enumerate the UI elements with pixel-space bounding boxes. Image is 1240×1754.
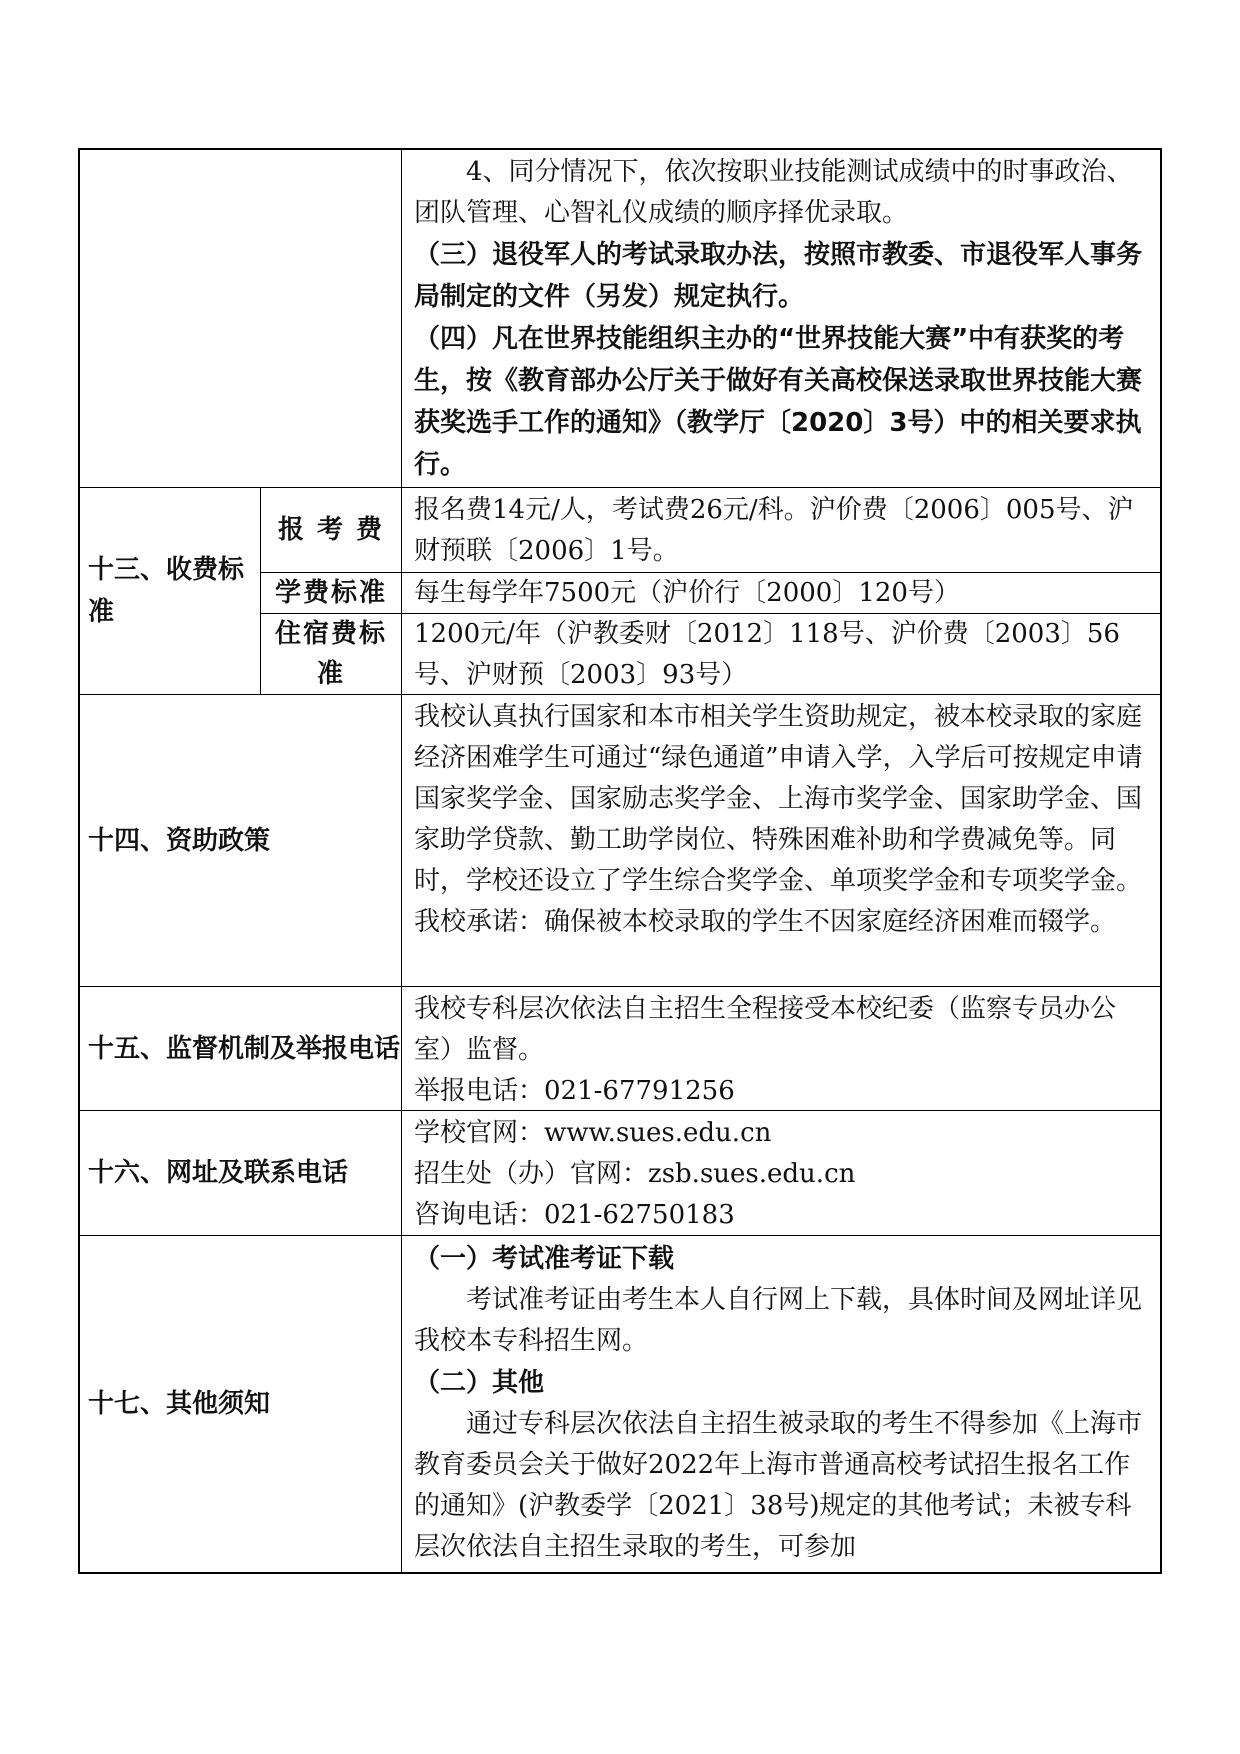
other-heading: （二）其他 [414,1368,545,1398]
dorm-fee-text: 1200元/年（沪教委财〔2012〕118号、沪价费〔2003〕56号、沪财预〔2003〕93号） [414,619,1120,690]
sub-label-tuition: 学费标准 [274,578,387,608]
admissions-table [78,148,1162,1574]
supervision-label: 十五、监督机制及举报电话 [88,1033,401,1064]
exam-fee-text: 报名费14元/人，考试费26元/科。沪价费〔2006〕005号、沪财预联〔2006〕1号。 [414,495,1134,566]
sub-label-exam-fee: 报 考 费 [277,515,385,545]
contact-text [402,1111,1160,1235]
other-notes-text: （一）考试准考证下载 考试准考证由考生本人自行网上下载，具体时间及网址详见我校本专科招生网。 （二）其他 通过专科层次依法自主招生被录取的考生不得参加《上海市教育委员会关于做好2022年上海市普通高校考试招生报名工作的通知》(沪教委学〔2021〕38号)规定的其他考试；未被专科层次依法自主招生录取的考生，可参加 [402,1236,1160,1572]
sub-label-dorm-fee: 住宿费标准 [274,619,387,689]
row-12-content [402,150,1160,487]
school-website: 学校官网：www.sues.edu.cn [414,1118,772,1148]
admissions-website: 招生处（办）官网：zsb.sues.edu.cn [414,1159,856,1189]
tuition-text: 每生每学年7500元（沪价行〔2000〕120号） [414,578,960,608]
row-13-label [80,488,260,694]
aid-policy-label: 十四、资助政策 [88,825,271,856]
worldskills-rule-text: （四）凡在世界技能组织主办的“世界技能大赛”中有获奖的考生，按《教育部办公厅关于做好有关高校保送录取世界技能大赛获奖选手工作的通知》（教学厅〔2020〕3号）中的相关要求执行。 [414,324,1143,480]
row-14-label [80,695,401,986]
ticket-download-heading: （一）考试准考证下载 [414,1244,675,1274]
supervision-text: 我校专科层次依法自主招生全程接受本校纪委（监察专员办公室）监督。 举报电话：021-67791256 [402,987,1160,1110]
aid-policy-text: 我校认真执行国家和本市相关学生资助规定，被本校录取的家庭经济困难学生可通过“绿色通道”申请入学，入学后可按规定申请国家奖学金、国家励志奖学金、上海市奖学金、国家助学金、国家助学贷款、勤工助学岗位、特殊困难补助和学费减免等。同时，学校还设立了学生综合奖学金、单项奖学金和专项奖学金。我校承诺：确保被本校录取的学生不因家庭经济困难而辍学。 [414,702,1143,937]
fees-label: 十三、收费标准 [88,555,245,627]
row-16-label [80,1111,401,1235]
report-phone: 举报电话：021-67791256 [414,1076,735,1106]
veteran-rule-text: （三）退役军人的考试录取办法，按照市教委、市退役军人事务局制定的文件（另发）规定执行。 [414,240,1143,312]
row-17-label [80,1236,401,1572]
contact-label: 十六、网址及联系电话 [88,1158,349,1188]
other-notes-label: 十七、其他须知 [88,1389,271,1419]
row-15-label [80,987,401,1110]
item-4-text: 4、同分情况下，依次按职业技能测试成绩中的时事政治、团队管理、心智礼仪成绩的顺序择优录取。 [414,157,1133,228]
consult-phone: 咨询电话：021-62750183 [414,1200,735,1230]
